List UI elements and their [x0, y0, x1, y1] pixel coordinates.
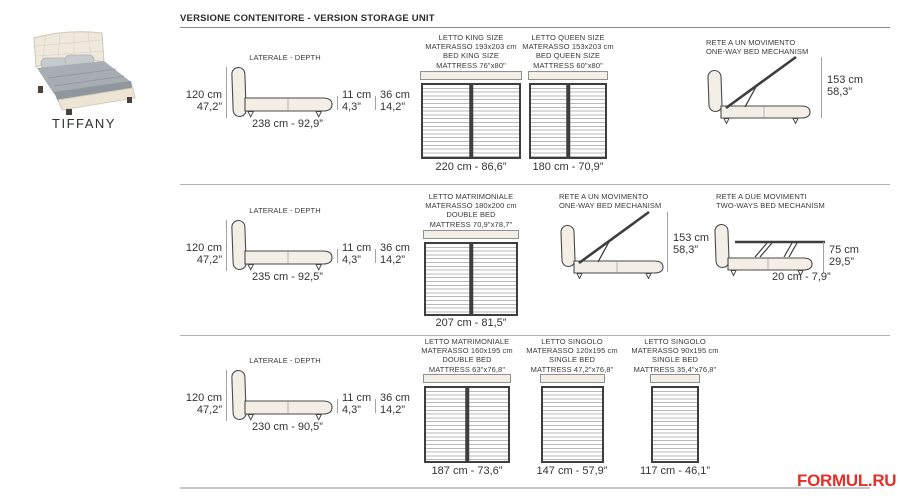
side-length-dim: 238 cm - 92,9”	[252, 118, 323, 130]
side-clearance-dim: 36 cm 14,2”	[380, 242, 410, 266]
side-clearance-dim: 36 cm 14,2”	[380, 392, 410, 416]
row-divider	[180, 335, 890, 336]
headboard-bar	[423, 230, 519, 239]
bed-header-single: LETTO SINGOLO MATERASSO 90x195 cm SINGLE BED MATTRESS 35,4"x76,8"	[631, 337, 719, 374]
product-name: TIFFANY	[52, 116, 116, 131]
bed-width-dim: 117 cm - 46,1”	[639, 465, 711, 477]
side-view-drawing	[229, 219, 337, 275]
bed-header-double: LETTO MATRIMONIALE MATERASSO 180x200 cm DOUBLE BED MATTRESS 70,9"x78,7"	[425, 192, 517, 229]
slat-panel	[421, 83, 521, 159]
center-divider	[469, 244, 473, 314]
top-view-drawing-single	[541, 374, 604, 463]
bed-header-king: LETTO KING SIZE MATERASSO 193x203 cm BED KING SIZE MATTRESS 76"x80"	[425, 33, 517, 70]
dimension-line	[375, 399, 376, 413]
mechanism-height-dim: 75 cm 29,5”	[829, 244, 859, 268]
dimension-line	[823, 242, 824, 273]
side-view-label: LATERALE - DEPTH	[249, 53, 321, 62]
side-length-dim: 235 cm - 92,5”	[252, 271, 323, 283]
side-height-in: 47,2”	[196, 100, 222, 113]
dimension-line	[337, 249, 338, 263]
product-photo	[4, 26, 158, 116]
bed-width-dim: 187 cm - 73,6”	[431, 465, 503, 477]
side-view-label: LATERALE - DEPTH	[249, 206, 321, 215]
side-thickness-dim: 11 cm 4,3”	[342, 392, 372, 416]
headboard-bar	[423, 374, 511, 383]
mechanism-height-dim: 153 cm 58,3”	[673, 232, 710, 256]
side-height-dim	[170, 90, 222, 113]
top-view-drawing-king	[421, 71, 521, 159]
mechanism-height-dim: 153 cm 58,3”	[827, 74, 864, 98]
side-view-drawing	[229, 66, 337, 122]
slat-panel	[424, 242, 518, 316]
dimension-line	[337, 399, 338, 413]
side-view-drawing	[229, 369, 337, 425]
side-length-dim: 230 cm - 90,5”	[252, 421, 323, 433]
mechanism-header-twoway: RETE A DUE MOVIMENTI TWO-WAYS BED MECHANISM	[716, 192, 825, 211]
bed-width-dim: 180 cm - 70,9”	[532, 161, 604, 173]
dimension-line	[337, 96, 338, 110]
top-view-drawing-double	[424, 374, 510, 463]
headboard-bar	[540, 374, 605, 383]
dimension-line	[226, 220, 227, 271]
center-divider	[465, 388, 469, 461]
dimension-line	[821, 57, 822, 118]
top-view-drawing-double	[424, 230, 518, 316]
slat-panel	[424, 386, 510, 463]
mechanism-overhang-dim: 20 cm - 7,9”	[772, 271, 831, 283]
dimension-line	[226, 67, 227, 118]
mechanism-header-oneway: RETE A UN MOVIMENTO ONE-WAY BED MECHANISM	[559, 192, 662, 211]
center-divider	[469, 85, 473, 157]
side-height-cm: 120 cm	[185, 89, 222, 101]
dimension-line	[667, 212, 668, 272]
side-height-dim: 120 cm 47,2”	[185, 392, 222, 416]
bed-width-dim: 147 cm - 57,9”	[536, 465, 608, 477]
mechanism-drawing-oneway	[557, 209, 675, 279]
bed-width-dim: 207 cm - 81,5”	[435, 317, 507, 329]
side-height-dim: 120 cm 47,2”	[185, 242, 222, 266]
dimension-line	[226, 370, 227, 421]
headboard-bar	[528, 71, 608, 80]
bottom-rule	[180, 487, 870, 489]
headboard-bar	[420, 71, 522, 80]
dimension-line	[375, 249, 376, 263]
bed-header-single: LETTO SINGOLO MATERASSO 120x195 cm SINGLE BED MATTRESS 47,2"x76,8"	[526, 337, 618, 374]
bed-header-queen: LETTO QUEEN SIZE MATERASSO 153x203 cm BED QUEEN SIZE MATTRESS 60"x80"	[522, 33, 614, 70]
side-clearance-dim: 36 cm 14,2”	[380, 89, 410, 113]
slat-panel	[651, 386, 699, 463]
page-title: VERSIONE CONTENITORE - VERSION STORAGE UNIT	[180, 13, 435, 24]
bed-width-dim: 220 cm - 86,6”	[435, 161, 507, 173]
top-view-drawing-single	[651, 374, 699, 463]
mechanism-drawing-oneway	[704, 54, 822, 124]
slat-panel	[529, 83, 607, 159]
slat-panel	[541, 386, 604, 463]
row-divider	[180, 184, 890, 185]
center-divider	[566, 85, 570, 157]
side-thickness-dim: 11 cm 4,3”	[342, 89, 372, 113]
dimension-line	[375, 96, 376, 110]
top-view-drawing-queen	[529, 71, 607, 159]
title-rule	[180, 27, 890, 28]
watermark: FORMUL.RU	[797, 471, 897, 490]
side-thickness-dim: 11 cm 4,3”	[342, 242, 372, 266]
side-view-label: LATERALE - DEPTH	[249, 356, 321, 365]
mechanism-header-oneway: RETE A UN MOVIMENTO ONE-WAY BED MECHANISM	[706, 38, 809, 57]
bed-header-double: LETTO MATRIMONIALE MATERASSO 160x195 cm DOUBLE BED MATTRESS 63"x76,8"	[421, 337, 513, 374]
headboard-bar	[650, 374, 700, 383]
